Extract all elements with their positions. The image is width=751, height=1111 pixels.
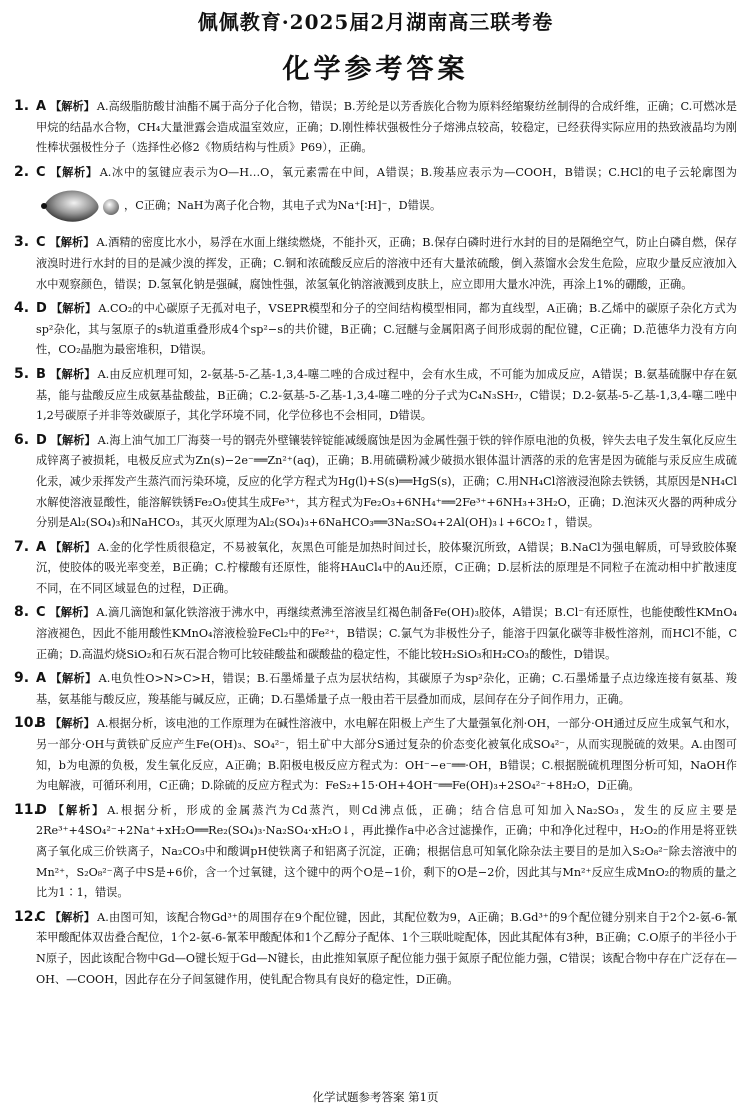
page-title: 化学参考答案 — [282, 54, 469, 85]
item-number: 2. — [14, 163, 30, 180]
item-answer: D — [36, 802, 47, 818]
answer-item-8 — [14, 602, 737, 665]
item-text: A.酒精的密度比水小，易浮在水面上继续燃烧，不能扑灭，正确；B.保存白磷时进行水封的目的是隔绝空气，防止白磷自燃，保存液溴时进行水封的目的是减少溴的挥发，正确；C.铜和浓硫酸反应后的溶液中还有大量浓硫酸，倒入蒸馏水会发生危险，应取少量反应液加入水中观察颜色，错误；D.氢氧化钠是强碱，腐蚀性强，浓氢氧化钠溶液溅到皮肤上，应立即用大量水冲洗，再涂上1%的硼酸，正确。 — [36, 236, 737, 291]
item-answer: B — [36, 366, 46, 382]
hcl-electron-cloud-image — [38, 183, 122, 229]
analysis-tag: 【解析】 — [49, 716, 95, 731]
item-number: 3. — [14, 234, 30, 251]
item-answer: A — [36, 539, 47, 555]
item-text: A.根据分析，形成的金属蒸汽为Cd蒸汽，则Cd沸点低，正确；结合信息可知加入Na₂SO₃，发生的反应主要是2Re³⁺+4SO₄²⁻+2Na⁺+xH₂O══Re₂(SO₄)₃·Na₂SO₄·xH₂O↓，再此操作a中必含过滤操作，正确；中和净化过程中，H₂O₂的作用是将亚铁离子氧化成三价铁离子，Na₂CO₃中和酸调pH使铁离子和铝离子沉淀，正确；根据信息可知氧化除杂法主要目的是加入S₂O₈²⁻除去溶液中的Mn²⁺，S₂O₈²⁻离子中S是+6价，含一个过氧键，这个键中的两个O是−1价，剩下的O是−2价，因此其与Mn²⁺反应生成MnO₂的物质的量之比为1∶1，错误。 — [36, 803, 737, 900]
analysis-tag: 【解析】 — [49, 366, 96, 381]
item-number: 6. — [14, 431, 30, 448]
item-answer: B — [36, 716, 46, 732]
item-answer: D — [36, 432, 47, 448]
answer-item-3 — [14, 232, 737, 295]
item-text: A.高级脂肪酸甘油酯不属于高分子化合物，错误；B.芳纶是以芳香族化合物为原料经缩聚纺丝制得的合成纤维，正确；C.可燃冰是甲烷的结晶水合物，CH₄大量泄露会造成温室效应，正确；D.刚性棒状强极性分子熔沸点较高，较稳定，已经获得实际应用的热致液晶均为刚性棒状强极性分子（选择性必修2《物质结构与性质》P69），正确。 — [36, 100, 737, 155]
item-number: 7. — [14, 538, 30, 555]
item-number: 10. — [14, 715, 39, 732]
item-text: A.金的化学性质很稳定，不易被氧化，灰黑色可能是加热时间过长，胶体聚沉所致，A错误；B.NaCl为强电解质，可导致胶体聚沉，使胶体的吸光率变差，B正确；C.柠檬酸有还原性，能将HAuCl₄中的Au还原，C正确；D.层析法的原理是不同粒子在流动相中扩散速度不同，在不同区域显色的过程，D正确。 — [36, 540, 737, 595]
analysis-tag: 【解析】 — [49, 235, 95, 250]
item-number: 1. — [14, 98, 30, 114]
item-number: 11. — [14, 801, 39, 818]
item-text: A.CO₂的中心碳原子无孤对电子，VSEPR模型和分子的空间结构模型相同，都为直线型，A正确；B.乙烯中的碳原子杂化方式为sp²杂化，其与氢原子的s轨道重叠形成4个sp²−s的共价键，B正确；C.冠醚与金属阳离子间形成弱的配位键，C正确；D.范德华力没有方向性，CO₂晶胞为最密堆积，D错误。 — [36, 302, 737, 357]
item-number: 8. — [14, 604, 30, 621]
answer-item-11 — [14, 800, 737, 904]
item-number: 4. — [14, 300, 30, 317]
item-text: A.滴几滴饱和氯化铁溶液于沸水中，再继续煮沸至溶液呈红褐色制备Fe(OH)₃胶体，A错误；B.Cl⁻有还原性，也能使酸性KMnO₄溶液褪色，因此不能用酸性KMnO₄溶液检验FeCl₂中的Fe²⁺，B错误；C.氯气为非极性分子，能溶于四氯化碳等非极性溶剂，而HCl不能，C正确；D.高温灼烧SiO₂和石灰石混合物可比较硅酸盐和碳酸盐的稳定性，不能比较H₂SiO₃和H₂CO₃的酸性，D错误。 — [36, 606, 737, 661]
item-answer: C — [36, 164, 46, 180]
answer-item-10 — [14, 713, 737, 796]
answer-item-9 — [14, 668, 737, 710]
item-text-continued: ，C正确；NaH为离子化合物，其电子式为Na⁺[∶H]⁻，D错误。 — [124, 199, 442, 213]
item-answer: C — [36, 235, 46, 251]
answer-item-1 — [14, 96, 737, 159]
item-text: A.由图可知，该配合物Gd³⁺的周围存在9个配位键，因此，其配位数为9，A正确；B.Gd³⁺的9个配位键分别来自于2个2-氨-6-氰苯甲酸配体双齿叠合配位，1个2-氨-6-氰苯甲酸配体和1个乙醇分子配体、1个三联吡啶配体，因此其配体有3种，B正确；C.O原子的半径小于N原子，因此该配合物中Gd—O键长短于Gd—N键长，由此推知氧原子配位能力强于氮原子配位能力强，C错误；该配合物中存在广泛存在—OH、—COOH，因此存在分子间氢键作用，使钆配合物具有良好的稳定性，D正确。 — [36, 910, 737, 986]
answer-list — [14, 96, 737, 990]
item-text: A.根据分析，该电池的工作原理为在碱性溶液中，水电解在阳极上产生了大量强氧化剂·OH，一部分·OH通过反应生成氧气和水，另一部分·OH与黄铁矿反应产生Fe(OH)₃、SO₄²⁻，铝土矿中大部分S通过复杂的价态变化被氧化成SO₄²⁻，从而实现脱硫的效果。A.由图可知，b为电源的负极，发生氧化反应，A正确；B.阳极电极反应方程式为：OH⁻−e⁻══·OH，B错误；C.根据脱硫机理图分析可知，NaOH作为电解液，可循环利用，C正确；D.除硫的反应方程式为：FeS₂+15·OH+4OH⁻══Fe(OH)₃+2SO₄²⁻+8H₂O，D正确。 — [36, 717, 737, 793]
analysis-tag: 【解析】 — [49, 909, 96, 924]
item-number: 12. — [14, 908, 39, 925]
analysis-tag: 【解析】 — [49, 605, 95, 620]
answer-item-5 — [14, 364, 737, 427]
analysis-tag: 【解析】 — [49, 164, 98, 179]
item-answer: C — [36, 909, 46, 925]
item-text: A.由反应机理可知，2-氨基-5-乙基-1,3,4-噻二唑的合成过程中，会有水生成，不可能为加成反应，A错误；B.氨基硫脲中存在氨基，能与盐酸反应生成氨基盐酸盐，B正确；C.2-氨基-5-乙基-1,3,4-噻二唑的分子式为C₄N₃SH₇，C错误；D.2-氨基-5-乙基-1,3,4-噻二唑中1,2号碳原子并非等效碳原子，其化学环境不同，化学位移也不会相同，D错误。 — [36, 367, 737, 423]
answer-item-7 — [14, 537, 737, 600]
item-text: A.冰中的氢键应表示为O—H…O，氧元素需在中间，A错误；B.羧基应表示为—COOH，B错误；C.HCl的电子云轮廓图为 — [99, 165, 737, 179]
answer-item-2 — [14, 162, 737, 230]
analysis-tag: 【解析】 — [50, 539, 96, 554]
item-number: 9. — [14, 670, 30, 687]
item-answer: C — [36, 605, 46, 621]
answer-item-6 — [14, 430, 737, 534]
analysis-tag: 【解析】 — [50, 301, 97, 316]
item-answer: A — [36, 671, 47, 687]
item-number: 5. — [14, 365, 30, 382]
item-answer: A — [36, 99, 47, 114]
page-footer: 化学试题参考答案 第1页 — [312, 1090, 439, 1104]
analysis-tag: 【解析】 — [50, 432, 96, 447]
item-text: A.海上油气加工厂海葵一号的钢壳外壁镶装锌锭能减缓腐蚀是因为金属性强于铁的锌作原电池的负极，锌失去电子发生氧化反应生成锌离子被损耗，电极反应式为Zn(s)−2e⁻══Zn²⁺(aq)，正确；B.用硫磺粉减少破损水银体温计洒落的汞的危害是因为硫能与汞反应生成硫化汞，减少汞挥发产生蒸汽而污染环境，反应的化学方程式为Hg(l)+S(s)══HgS(s)，正确；C.用NH₄Cl溶液浸泡除去铁锈，其原因是NH₄Cl水解使溶液显酸性，能溶解铁锈Fe₂O₃使其生成Fe³⁺，其方程式为Fe₂O₃+6NH₄⁺══2Fe³⁺+6NH₃+3H₂O，正确；D.泡沫灭火器的两种成分分别是Al₂(SO₄)₃和NaHCO₃，其灭火原理为Al₂(SO₄)₃+6NaHCO₃══3Na₂SO₄+2Al(OH)₃↓+6CO₂↑，错误。 — [36, 433, 737, 530]
item-text: A.电负性O>N>C>H，错误；B.石墨烯量子点为层状结构，其碳原子为sp²杂化，正确；C.石墨烯量子点边缘连接有氨基、羧基，氨基能与酸反应，羧基能与碱反应，正确；D.石墨烯量子点一般由若干层叠加而成，层间存在分子间作用力，正确。 — [36, 672, 737, 706]
exam-header: 佩佩教育·2025届2月湖南高三联考卷 — [197, 10, 554, 34]
analysis-tag: 【解析】 — [50, 802, 106, 817]
analysis-tag: 【解析】 — [50, 99, 95, 113]
analysis-tag: 【解析】 — [50, 671, 97, 686]
item-answer: D — [36, 301, 47, 317]
answer-item-4 — [14, 298, 737, 361]
answer-item-12 — [14, 907, 737, 990]
